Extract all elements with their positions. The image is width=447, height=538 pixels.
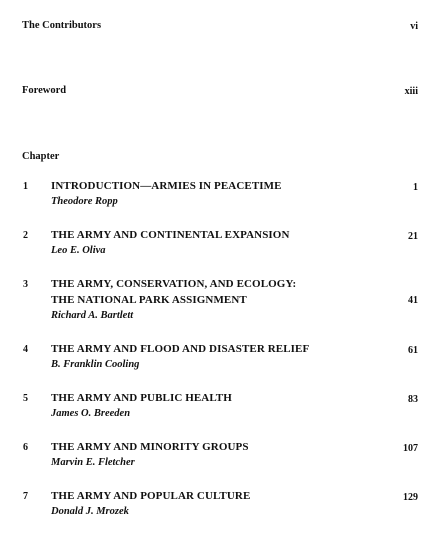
chapter-number: 3 <box>23 279 28 290</box>
chapter-title-line2: THE NATIONAL PARK ASSIGNMENT <box>51 294 247 306</box>
chapter-number: 7 <box>23 491 28 502</box>
chapter-page: 129 <box>403 492 418 503</box>
chapter-author: Theodore Ropp <box>51 196 118 207</box>
chapter-title: THE ARMY, CONSERVATION, AND ECOLOGY: <box>51 278 297 290</box>
chapter-title: THE ARMY AND POPULAR CULTURE <box>51 490 251 502</box>
chapter-number: 1 <box>23 181 28 192</box>
chapter-author: Marvin E. Fletcher <box>51 457 135 468</box>
chapter-author: James O. Breeden <box>51 408 131 419</box>
chapter-title: THE ARMY AND CONTINENTAL EXPANSION <box>51 229 290 241</box>
contributors-label: The Contributors <box>22 20 102 31</box>
chapter-author: Donald J. Mrozek <box>51 506 129 517</box>
chapter-page: 83 <box>408 394 418 405</box>
chapter-title: INTRODUCTION—ARMIES IN PEACETIME <box>51 180 282 192</box>
chapter-number: 6 <box>23 442 28 453</box>
chapter-number: 2 <box>23 230 28 241</box>
chapter-page: 61 <box>408 345 418 356</box>
foreword-label: Foreword <box>22 85 67 96</box>
chapter-number: 4 <box>23 344 28 355</box>
chapter-page: 21 <box>408 231 418 242</box>
chapter-author: Leo E. Oliva <box>51 245 106 256</box>
chapter-page: 107 <box>403 443 418 454</box>
chapter-title: THE ARMY AND MINORITY GROUPS <box>51 441 249 453</box>
contributors-page: vi <box>410 21 418 32</box>
chapter-page: 41 <box>408 295 418 306</box>
chapter-author: Richard A. Bartlett <box>51 310 134 321</box>
chapter-author: B. Franklin Cooling <box>51 359 140 370</box>
chapter-number: 5 <box>23 393 28 404</box>
chapter-page: 1 <box>413 182 418 193</box>
foreword-page: xiii <box>404 86 418 97</box>
chapter-title: THE ARMY AND FLOOD AND DISASTER RELIEF <box>51 343 310 355</box>
chapter-title: THE ARMY AND PUBLIC HEALTH <box>51 392 232 404</box>
chapter-heading: Chapter <box>22 151 60 162</box>
